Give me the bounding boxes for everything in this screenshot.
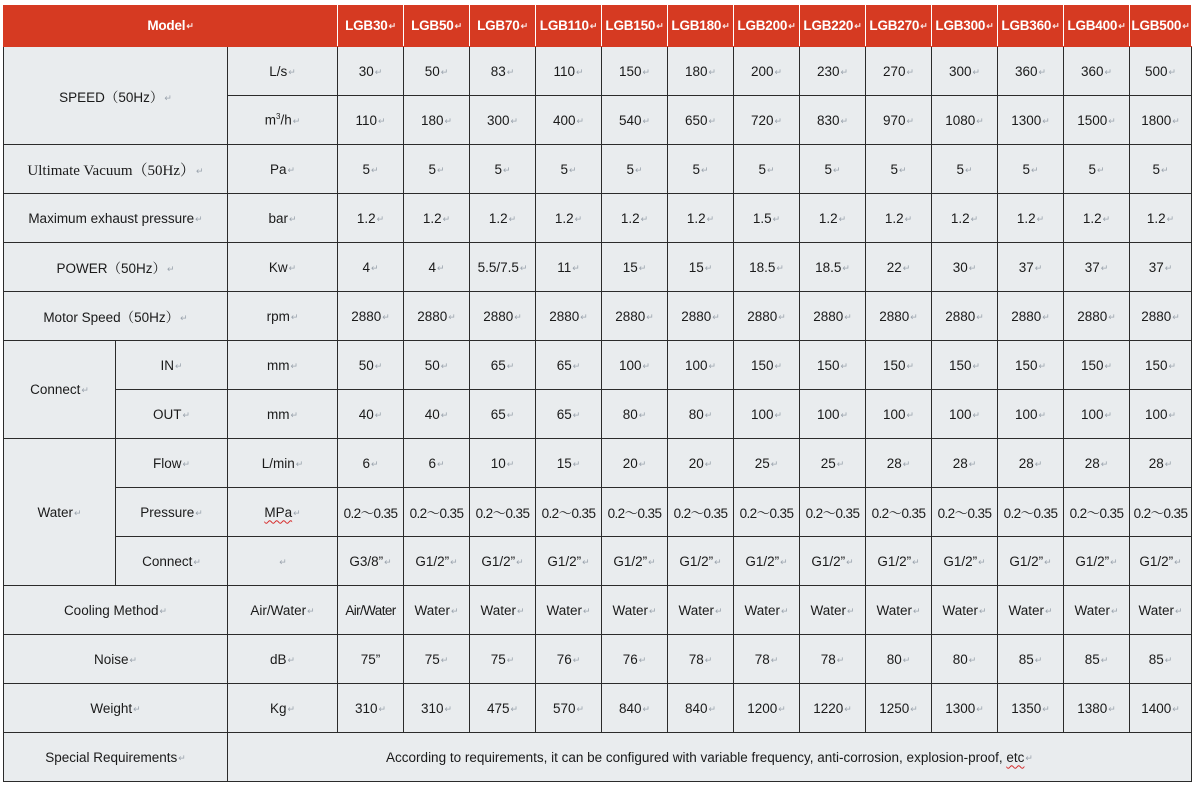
- value-cell: 5↵: [470, 145, 536, 194]
- model-name: LGB50↵: [404, 5, 470, 47]
- value-cell: 2880↵: [470, 292, 536, 341]
- model-name: LGB220↵: [800, 5, 866, 47]
- value-cell: Water↵: [932, 586, 998, 635]
- value-cell: 100↵: [1130, 390, 1192, 439]
- row-label: Noise↵: [4, 635, 228, 684]
- value-cell: 840↵: [602, 684, 668, 733]
- value-cell: 83↵: [470, 47, 536, 96]
- row-label: Ultimate Vacuum（50Hz）↵: [4, 145, 228, 194]
- value-cell: 1200↵: [734, 684, 800, 733]
- value-cell: G1/2”↵: [800, 537, 866, 586]
- value-cell: 20↵: [602, 439, 668, 488]
- value-cell: G1/2”↵: [734, 537, 800, 586]
- value-cell: G1/2”↵: [932, 537, 998, 586]
- value-cell: G3/8”↵: [338, 537, 404, 586]
- value-cell: 500↵: [1130, 47, 1192, 96]
- value-cell: 150↵: [734, 341, 800, 390]
- value-cell: 230↵: [800, 47, 866, 96]
- value-cell: 40↵: [404, 390, 470, 439]
- table-row: [4, 341, 1192, 390]
- value-cell: 1350↵: [998, 684, 1064, 733]
- value-cell: 30↵: [932, 243, 998, 292]
- value-cell: 2880↵: [536, 292, 602, 341]
- row-label: Cooling Method↵: [4, 586, 228, 635]
- value-cell: G1/2”↵: [1130, 537, 1192, 586]
- value-cell: 150↵: [998, 341, 1064, 390]
- value-cell: 2880↵: [734, 292, 800, 341]
- group-label: Connect↵: [4, 341, 116, 439]
- value-cell: 150↵: [1130, 341, 1192, 390]
- value-cell: 150↵: [1064, 341, 1130, 390]
- table-row: [4, 194, 1192, 243]
- value-cell: 28↵: [866, 439, 932, 488]
- model-name: LGB360↵: [998, 5, 1064, 47]
- model-name: LGB200↵: [734, 5, 800, 47]
- value-cell: 300↵: [470, 96, 536, 145]
- value-cell: 28↵: [1064, 439, 1130, 488]
- value-cell: 0.2～0.35: [470, 488, 536, 537]
- value-cell: 5↵: [800, 145, 866, 194]
- value-cell: 18.5↵: [800, 243, 866, 292]
- group-label: Water↵: [4, 439, 116, 586]
- value-cell: 100↵: [998, 390, 1064, 439]
- value-cell: Water↵: [536, 586, 602, 635]
- unit-cell: ↵: [228, 537, 338, 586]
- value-cell: 0.2～0.35: [668, 488, 734, 537]
- value-cell: G1/2”↵: [602, 537, 668, 586]
- value-cell: 0.2～0.35: [536, 488, 602, 537]
- value-cell: 2880↵: [1130, 292, 1192, 341]
- row-label: Motor Speed（50Hz）↵: [4, 292, 228, 341]
- value-cell: 1500↵: [1064, 96, 1130, 145]
- unit-cell: rpm↵: [228, 292, 338, 341]
- value-cell: 15↵: [668, 243, 734, 292]
- value-cell: 840↵: [668, 684, 734, 733]
- value-cell: 0.2～0.35: [602, 488, 668, 537]
- sub-label: OUT↵: [116, 390, 228, 439]
- value-cell: 1.2↵: [932, 194, 998, 243]
- table-row: [4, 733, 1192, 782]
- value-cell: 300↵: [932, 47, 998, 96]
- value-cell: 25↵: [800, 439, 866, 488]
- value-cell: 5.5/7.5↵: [470, 243, 536, 292]
- value-cell: 1800↵: [1130, 96, 1192, 145]
- sub-label: IN↵: [116, 341, 228, 390]
- value-cell: 37↵: [1130, 243, 1192, 292]
- row-label: POWER（50Hz）↵: [4, 243, 228, 292]
- value-cell: 2880↵: [404, 292, 470, 341]
- unit-cell: Air/Water↵: [228, 586, 338, 635]
- value-cell: 40↵: [338, 390, 404, 439]
- value-cell: 0.2～0.35: [404, 488, 470, 537]
- row-label: Maximum exhaust pressure↵: [4, 194, 228, 243]
- value-cell: 180↵: [668, 47, 734, 96]
- unit-cell: Kw↵: [228, 243, 338, 292]
- value-cell: 20↵: [668, 439, 734, 488]
- unit-cell: Pa↵: [228, 145, 338, 194]
- value-cell: 85↵: [1130, 635, 1192, 684]
- value-cell: 100↵: [734, 390, 800, 439]
- value-cell: Water↵: [470, 586, 536, 635]
- value-cell: 5↵: [536, 145, 602, 194]
- value-cell: 75”: [338, 635, 404, 684]
- table-row: [4, 635, 1192, 684]
- value-cell: 150↵: [932, 341, 998, 390]
- unit-cell: L/s↵: [228, 47, 338, 96]
- unit-cell: mm↵: [228, 390, 338, 439]
- value-cell: Water↵: [1064, 586, 1130, 635]
- value-cell: 2880↵: [932, 292, 998, 341]
- value-cell: 85↵: [998, 635, 1064, 684]
- value-cell: 1380↵: [1064, 684, 1130, 733]
- value-cell: 1.2↵: [1130, 194, 1192, 243]
- unit-cell: bar↵: [228, 194, 338, 243]
- value-cell: 5↵: [404, 145, 470, 194]
- value-cell: 28↵: [932, 439, 998, 488]
- row-label: Special Requirements↵: [4, 733, 228, 782]
- value-cell: G1/2”↵: [668, 537, 734, 586]
- unit-cell: $m^3/h↵$: [228, 96, 338, 145]
- value-cell: 4↵: [338, 243, 404, 292]
- value-cell: 6↵: [338, 439, 404, 488]
- special-requirements-text: According to requirements, it can be configured with variable frequency, anti-corrosion, explosion-proof, etc↵: [228, 733, 1192, 782]
- table-row: [4, 390, 1192, 439]
- value-cell: 5↵: [932, 145, 998, 194]
- value-cell: 970↵: [866, 96, 932, 145]
- value-cell: 2880↵: [998, 292, 1064, 341]
- unit-cell: L/min↵: [228, 439, 338, 488]
- value-cell: 0.2～0.35: [734, 488, 800, 537]
- value-cell: 1.5↵: [734, 194, 800, 243]
- value-cell: 2880↵: [602, 292, 668, 341]
- model-name: LGB500↵: [1130, 5, 1192, 47]
- table-row: [4, 243, 1192, 292]
- value-cell: 100↵: [800, 390, 866, 439]
- value-cell: 100↵: [1064, 390, 1130, 439]
- value-cell: 5↵: [1130, 145, 1192, 194]
- value-cell: 25↵: [734, 439, 800, 488]
- value-cell: 1.2↵: [998, 194, 1064, 243]
- value-cell: 28↵: [1130, 439, 1192, 488]
- value-cell: 5↵: [602, 145, 668, 194]
- value-cell: G1/2”↵: [470, 537, 536, 586]
- row-label: Weight↵: [4, 684, 228, 733]
- value-cell: 1.2↵: [536, 194, 602, 243]
- value-cell: 2880↵: [800, 292, 866, 341]
- value-cell: G1/2”↵: [404, 537, 470, 586]
- value-cell: 5↵: [866, 145, 932, 194]
- value-cell: 0.2～0.35: [932, 488, 998, 537]
- value-cell: G1/2”↵: [866, 537, 932, 586]
- value-cell: 0.2～0.35: [998, 488, 1064, 537]
- value-cell: 5↵: [998, 145, 1064, 194]
- value-cell: 720↵: [734, 96, 800, 145]
- value-cell: Water↵: [866, 586, 932, 635]
- value-cell: Water↵: [800, 586, 866, 635]
- value-cell: 150↵: [800, 341, 866, 390]
- value-cell: 80↵: [668, 390, 734, 439]
- value-cell: 11↵: [536, 243, 602, 292]
- value-cell: 830↵: [800, 96, 866, 145]
- spec-table: [3, 4, 1192, 782]
- value-cell: 2880↵: [866, 292, 932, 341]
- value-cell: 650↵: [668, 96, 734, 145]
- value-cell: 540↵: [602, 96, 668, 145]
- value-cell: 28↵: [998, 439, 1064, 488]
- model-name: LGB70↵: [470, 5, 536, 47]
- value-cell: 1.2↵: [470, 194, 536, 243]
- value-cell: 1.2↵: [800, 194, 866, 243]
- value-cell: Water↵: [1130, 586, 1192, 635]
- value-cell: 200↵: [734, 47, 800, 96]
- value-cell: 50↵: [338, 341, 404, 390]
- value-cell: 1300↵: [932, 684, 998, 733]
- model-name: LGB30↵: [338, 5, 404, 47]
- value-cell: 76↵: [536, 635, 602, 684]
- unit-cell: dB↵: [228, 635, 338, 684]
- table-row: [4, 145, 1192, 194]
- table-row: [4, 537, 1192, 586]
- value-cell: Water↵: [602, 586, 668, 635]
- value-cell: 15↵: [602, 243, 668, 292]
- value-cell: 75↵: [404, 635, 470, 684]
- value-cell: 0.2～0.35: [1064, 488, 1130, 537]
- value-cell: 1080↵: [932, 96, 998, 145]
- value-cell: G1/2”↵: [536, 537, 602, 586]
- value-cell: 78↵: [800, 635, 866, 684]
- value-cell: 400↵: [536, 96, 602, 145]
- value-cell: Air/Water: [338, 586, 404, 635]
- value-cell: 2880↵: [1064, 292, 1130, 341]
- value-cell: 37↵: [998, 243, 1064, 292]
- value-cell: 1220↵: [800, 684, 866, 733]
- value-cell: 150↵: [866, 341, 932, 390]
- table-row: [4, 684, 1192, 733]
- value-cell: 180↵: [404, 96, 470, 145]
- value-cell: 76↵: [602, 635, 668, 684]
- model-name: LGB300↵: [932, 5, 998, 47]
- value-cell: 65↵: [536, 341, 602, 390]
- value-cell: 1.2↵: [1064, 194, 1130, 243]
- table-row: [4, 488, 1192, 537]
- value-cell: 1.2↵: [668, 194, 734, 243]
- value-cell: 150↵: [602, 47, 668, 96]
- value-cell: 1.2↵: [602, 194, 668, 243]
- value-cell: 50↵: [404, 47, 470, 96]
- value-cell: 4↵: [404, 243, 470, 292]
- value-cell: 65↵: [470, 341, 536, 390]
- value-cell: 2880↵: [668, 292, 734, 341]
- value-cell: Water↵: [998, 586, 1064, 635]
- value-cell: 80↵: [602, 390, 668, 439]
- value-cell: G1/2”↵: [1064, 537, 1130, 586]
- value-cell: 360↵: [998, 47, 1064, 96]
- value-cell: 310↵: [404, 684, 470, 733]
- header-row: [4, 5, 1192, 47]
- value-cell: 5↵: [1064, 145, 1130, 194]
- value-cell: 110↵: [338, 96, 404, 145]
- value-cell: 1.2↵: [404, 194, 470, 243]
- model-name: LGB270↵: [866, 5, 932, 47]
- value-cell: 18.5↵: [734, 243, 800, 292]
- table-row: [4, 439, 1192, 488]
- value-cell: 78↵: [734, 635, 800, 684]
- value-cell: 1400↵: [1130, 684, 1192, 733]
- table-row: [4, 292, 1192, 341]
- value-cell: 475↵: [470, 684, 536, 733]
- value-cell: 6↵: [404, 439, 470, 488]
- value-cell: 65↵: [470, 390, 536, 439]
- value-cell: 1.2↵: [338, 194, 404, 243]
- table-row: [4, 586, 1192, 635]
- value-cell: Water↵: [404, 586, 470, 635]
- value-cell: 100↵: [602, 341, 668, 390]
- value-cell: 100↵: [668, 341, 734, 390]
- table-row: [4, 47, 1192, 96]
- unit-cell: MPa↵: [228, 488, 338, 537]
- value-cell: 360↵: [1064, 47, 1130, 96]
- value-cell: 5↵: [668, 145, 734, 194]
- value-cell: 5↵: [338, 145, 404, 194]
- model-header: Model↵: [4, 5, 338, 47]
- value-cell: 0.2～0.35: [800, 488, 866, 537]
- value-cell: 37↵: [1064, 243, 1130, 292]
- value-cell: 10↵: [470, 439, 536, 488]
- value-cell: 100↵: [932, 390, 998, 439]
- unit-cell: Kg↵: [228, 684, 338, 733]
- value-cell: 1.2↵: [866, 194, 932, 243]
- value-cell: 75↵: [470, 635, 536, 684]
- value-cell: Water↵: [734, 586, 800, 635]
- value-cell: 50↵: [404, 341, 470, 390]
- value-cell: G1/2”↵: [998, 537, 1064, 586]
- row-label: SPEED（50Hz）↵: [4, 47, 228, 145]
- value-cell: Water↵: [668, 586, 734, 635]
- value-cell: 0.2～0.35: [1130, 488, 1192, 537]
- unit-cell: mm↵: [228, 341, 338, 390]
- value-cell: 78↵: [668, 635, 734, 684]
- value-cell: 1250↵: [866, 684, 932, 733]
- value-cell: 100↵: [866, 390, 932, 439]
- model-name: LGB110↵: [536, 5, 602, 47]
- value-cell: 0.2～0.35: [338, 488, 404, 537]
- value-cell: 80↵: [866, 635, 932, 684]
- model-name: LGB400↵: [1064, 5, 1130, 47]
- sub-label: Connect↵: [116, 537, 228, 586]
- value-cell: 22↵: [866, 243, 932, 292]
- value-cell: 30↵: [338, 47, 404, 96]
- sub-label: Flow↵: [116, 439, 228, 488]
- value-cell: 570↵: [536, 684, 602, 733]
- model-name: LGB180↵: [668, 5, 734, 47]
- sub-label: Pressure↵: [116, 488, 228, 537]
- value-cell: 15↵: [536, 439, 602, 488]
- value-cell: 0.2～0.35: [866, 488, 932, 537]
- value-cell: 110↵: [536, 47, 602, 96]
- value-cell: 310↵: [338, 684, 404, 733]
- value-cell: 1300↵: [998, 96, 1064, 145]
- value-cell: 5↵: [734, 145, 800, 194]
- model-name: LGB150↵: [602, 5, 668, 47]
- value-cell: 2880↵: [338, 292, 404, 341]
- value-cell: 270↵: [866, 47, 932, 96]
- value-cell: 80↵: [932, 635, 998, 684]
- value-cell: 85↵: [1064, 635, 1130, 684]
- value-cell: 65↵: [536, 390, 602, 439]
